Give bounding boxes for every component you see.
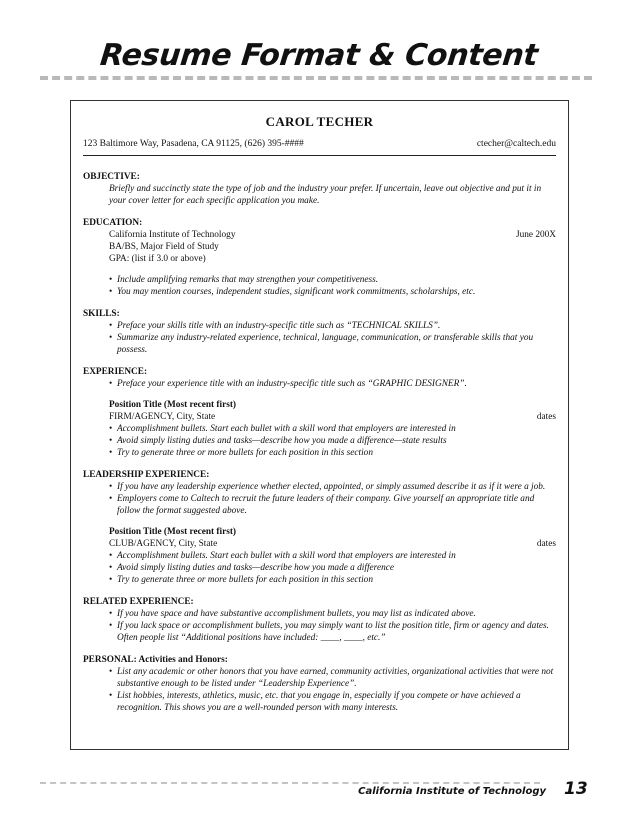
education-gpa: GPA: (list if 3.0 or above) [109,254,206,264]
education-degree: BA/BS, Major Field of Study [109,242,219,252]
education-date: June 200X [515,230,556,240]
section-leadership [83,469,556,586]
contact-address: 123 Baltimore Way, Pasadena, CA 91125, (626) 395-#### [83,139,304,149]
experience-firm: FIRM/AGENCY, City, State [109,412,216,422]
list-item: • Avoid simply listing duties and tasks—describe how you made a difference—state results [109,435,556,447]
education-school-row [83,229,556,241]
experience-dates: dates [536,412,556,422]
list-item: • Preface your skills title with an industry-specific title such as “TECHNICAL SKILLS”. [109,320,556,332]
resume-content [83,171,556,724]
leadership-club: CLUB/AGENCY, City, State [109,539,218,549]
related-bullets [83,608,556,644]
personal-heading: PERSONAL: Activities and Honors: [83,655,228,665]
list-item: • If you lack space or accomplishment bullets, you may simply want to list the position title, firm or agency and dates. Often people list “Additional positions have included: ____, ____, etc.” [109,620,556,644]
list-item: • Try to generate three or more bullets for each position in this section [109,574,556,586]
section-education [83,217,556,298]
experience-position-title: Position Title (Most recent first) [109,400,237,410]
list-item: • If you have any leadership experience whether elected, appointed, or simply assumed describe it as if it were a job. [109,481,556,493]
list-item: • You may mention courses, independent studies, significant work commitments, scholarships, etc. [109,286,556,298]
list-item: • Include amplifying remarks that may strengthen your competitiveness. [109,274,556,286]
resume-sample-box [70,100,569,750]
section-experience [83,366,556,459]
list-item: • Try to generate three or more bullets for each position in this section [109,447,556,459]
section-objective [83,171,556,207]
experience-bullets [83,378,556,390]
leadership-dates: dates [536,539,556,549]
education-bullets [83,274,556,298]
leadership-heading: LEADERSHIP EXPERIENCE: [83,470,210,480]
education-heading: EDUCATION: [83,218,143,228]
objective-heading: OBJECTIVE: [83,172,140,182]
list-item: • Accomplishment bullets. Start each bullet with a skill word that employers are interested in [109,423,556,435]
leadership-club-row [83,538,556,550]
leadership-position-bullets [83,550,556,586]
header-rule [83,155,556,156]
list-item: • Employers come to Caltech to recruit the future leaders of their company. Give yourself an appropriate title and follow the format suggested above. [109,493,556,517]
related-heading: RELATED EXPERIENCE: [83,597,194,607]
experience-position-bullets [83,423,556,459]
list-item: • Accomplishment bullets. Start each bullet with a skill word that employers are interested in [109,550,556,562]
list-item: • Summarize any industry-related experience, technical, language, communication, or transferable skills that you possess. [109,332,556,356]
skills-heading: SKILLS: [83,309,120,319]
section-related [83,596,556,644]
education-school: California Institute of Technology [109,230,236,240]
contact-line [83,139,556,153]
leadership-position-title: Position Title (Most recent first) [109,527,237,537]
bottom-dashed-divider [40,782,540,784]
footer-institution: California Institute of Technology [358,786,546,797]
skills-bullets [83,320,556,356]
section-skills [83,308,556,356]
page-number: 13 [564,779,588,799]
list-item: • List hobbies, interests, athletics, music, etc. that you engage in, especially if you compete or have achieved a recognition. This shows you are a well-rounded person with many interests. [109,690,556,714]
section-personal [83,654,556,714]
list-item: • Avoid simply listing duties and tasks—describe how you made a difference [109,562,556,574]
leadership-bullets [83,481,556,517]
list-item: • List any academic or other honors that you have earned, community activities, organizational activities that were not substantive enough to be listed under “Leadership Experience”. [109,666,556,690]
list-item: • If you have space and have substantive accomplishment bullets, you may list as indicated above. [109,608,556,620]
personal-bullets [83,666,556,714]
page-title: Resume Format & Content [98,38,540,73]
contact-email: ctecher@caltech.edu [476,139,556,149]
resume-name: CAROL TECHER [265,114,374,129]
list-item: • Preface your experience title with an industry-specific title such as “GRAPHIC DESIGNER”. [109,378,556,390]
objective-text: Briefly and succinctly state the type of job and the industry your prefer. If uncertain, leave out objective and put it in your cover letter for each specific application you make. [109,184,542,206]
top-dashed-divider [40,76,592,80]
experience-firm-row [83,411,556,423]
experience-heading: EXPERIENCE: [83,367,148,377]
